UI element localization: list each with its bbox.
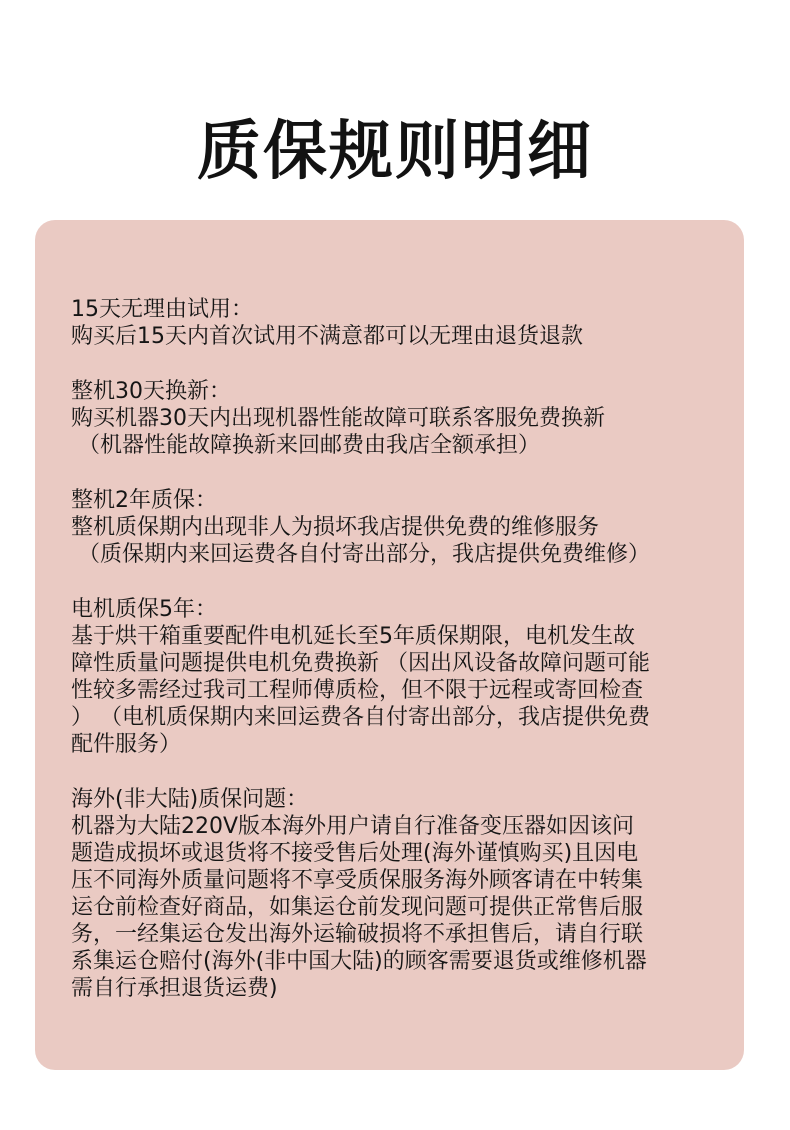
section-heading: 海外(非大陆)质保问题：	[71, 787, 309, 812]
section-overseas-warranty	[71, 786, 708, 1002]
section-text: 购买后15天内首次试用不满意都可以无理由退货退款	[71, 324, 583, 349]
section-text: 基于烘干箱重要配件电机延长至5年质保期限，电机发生故	[71, 624, 635, 649]
section-text: 机器为大陆220V版本海外用户请自行准备变压器如因该问	[71, 814, 635, 839]
warranty-rules-panel	[35, 220, 744, 1070]
section-text: ） （电机质保期内来回运费各自付寄出部分，我店提供免费	[71, 705, 650, 730]
page-title: 质保规则明细	[197, 115, 593, 189]
section-text: 运仓前检查好商品，如集运仓前发现问题可提供正常售后服	[71, 895, 644, 920]
section-text: 压不同海外质量问题将不享受质保服务海外顾客请在中转集	[71, 868, 644, 893]
section-text: 题造成损坏或退货将不接受售后处理(海外谨慎购买)且因电	[71, 841, 639, 866]
section-text: 系集运仓赔付(海外(非中国大陆)的顾客需要退货或维修机器	[71, 949, 647, 974]
section-heading: 整机30天换新：	[71, 379, 231, 404]
section-text: 需自行承担退货运费)	[71, 976, 278, 1001]
section-text: （质保期内来回运费各自付寄出部分，我店提供免费维修）	[71, 542, 650, 567]
section-text: 配件服务）	[71, 732, 182, 757]
section-motor-5-year-warranty	[71, 596, 708, 758]
section-2-year-warranty	[71, 487, 708, 568]
section-heading: 整机2年质保：	[71, 488, 217, 513]
section-text: 障性质量问题提供电机免费换新 （因出风设备故障问题可能	[71, 651, 650, 676]
section-text: 整机质保期内出现非人为损坏我店提供免费的维修服务	[71, 515, 600, 540]
section-text: 性较多需经过我司工程师傅质检，但不限于远程或寄回检查	[71, 678, 644, 703]
section-text: （机器性能故障换新来回邮费由我店全额承担）	[71, 433, 540, 458]
section-text: 务，一经集运仓发出海外运输破损将不承担售后，请自行联	[71, 922, 644, 947]
section-heading: 15天无理由试用：	[71, 297, 253, 322]
section-heading: 电机质保5年：	[71, 597, 217, 622]
section-30-day-replacement	[71, 378, 708, 459]
section-15-day-trial	[71, 296, 708, 350]
section-text: 购买机器30天内出现机器性能故障可联系客服免费换新	[71, 406, 605, 431]
